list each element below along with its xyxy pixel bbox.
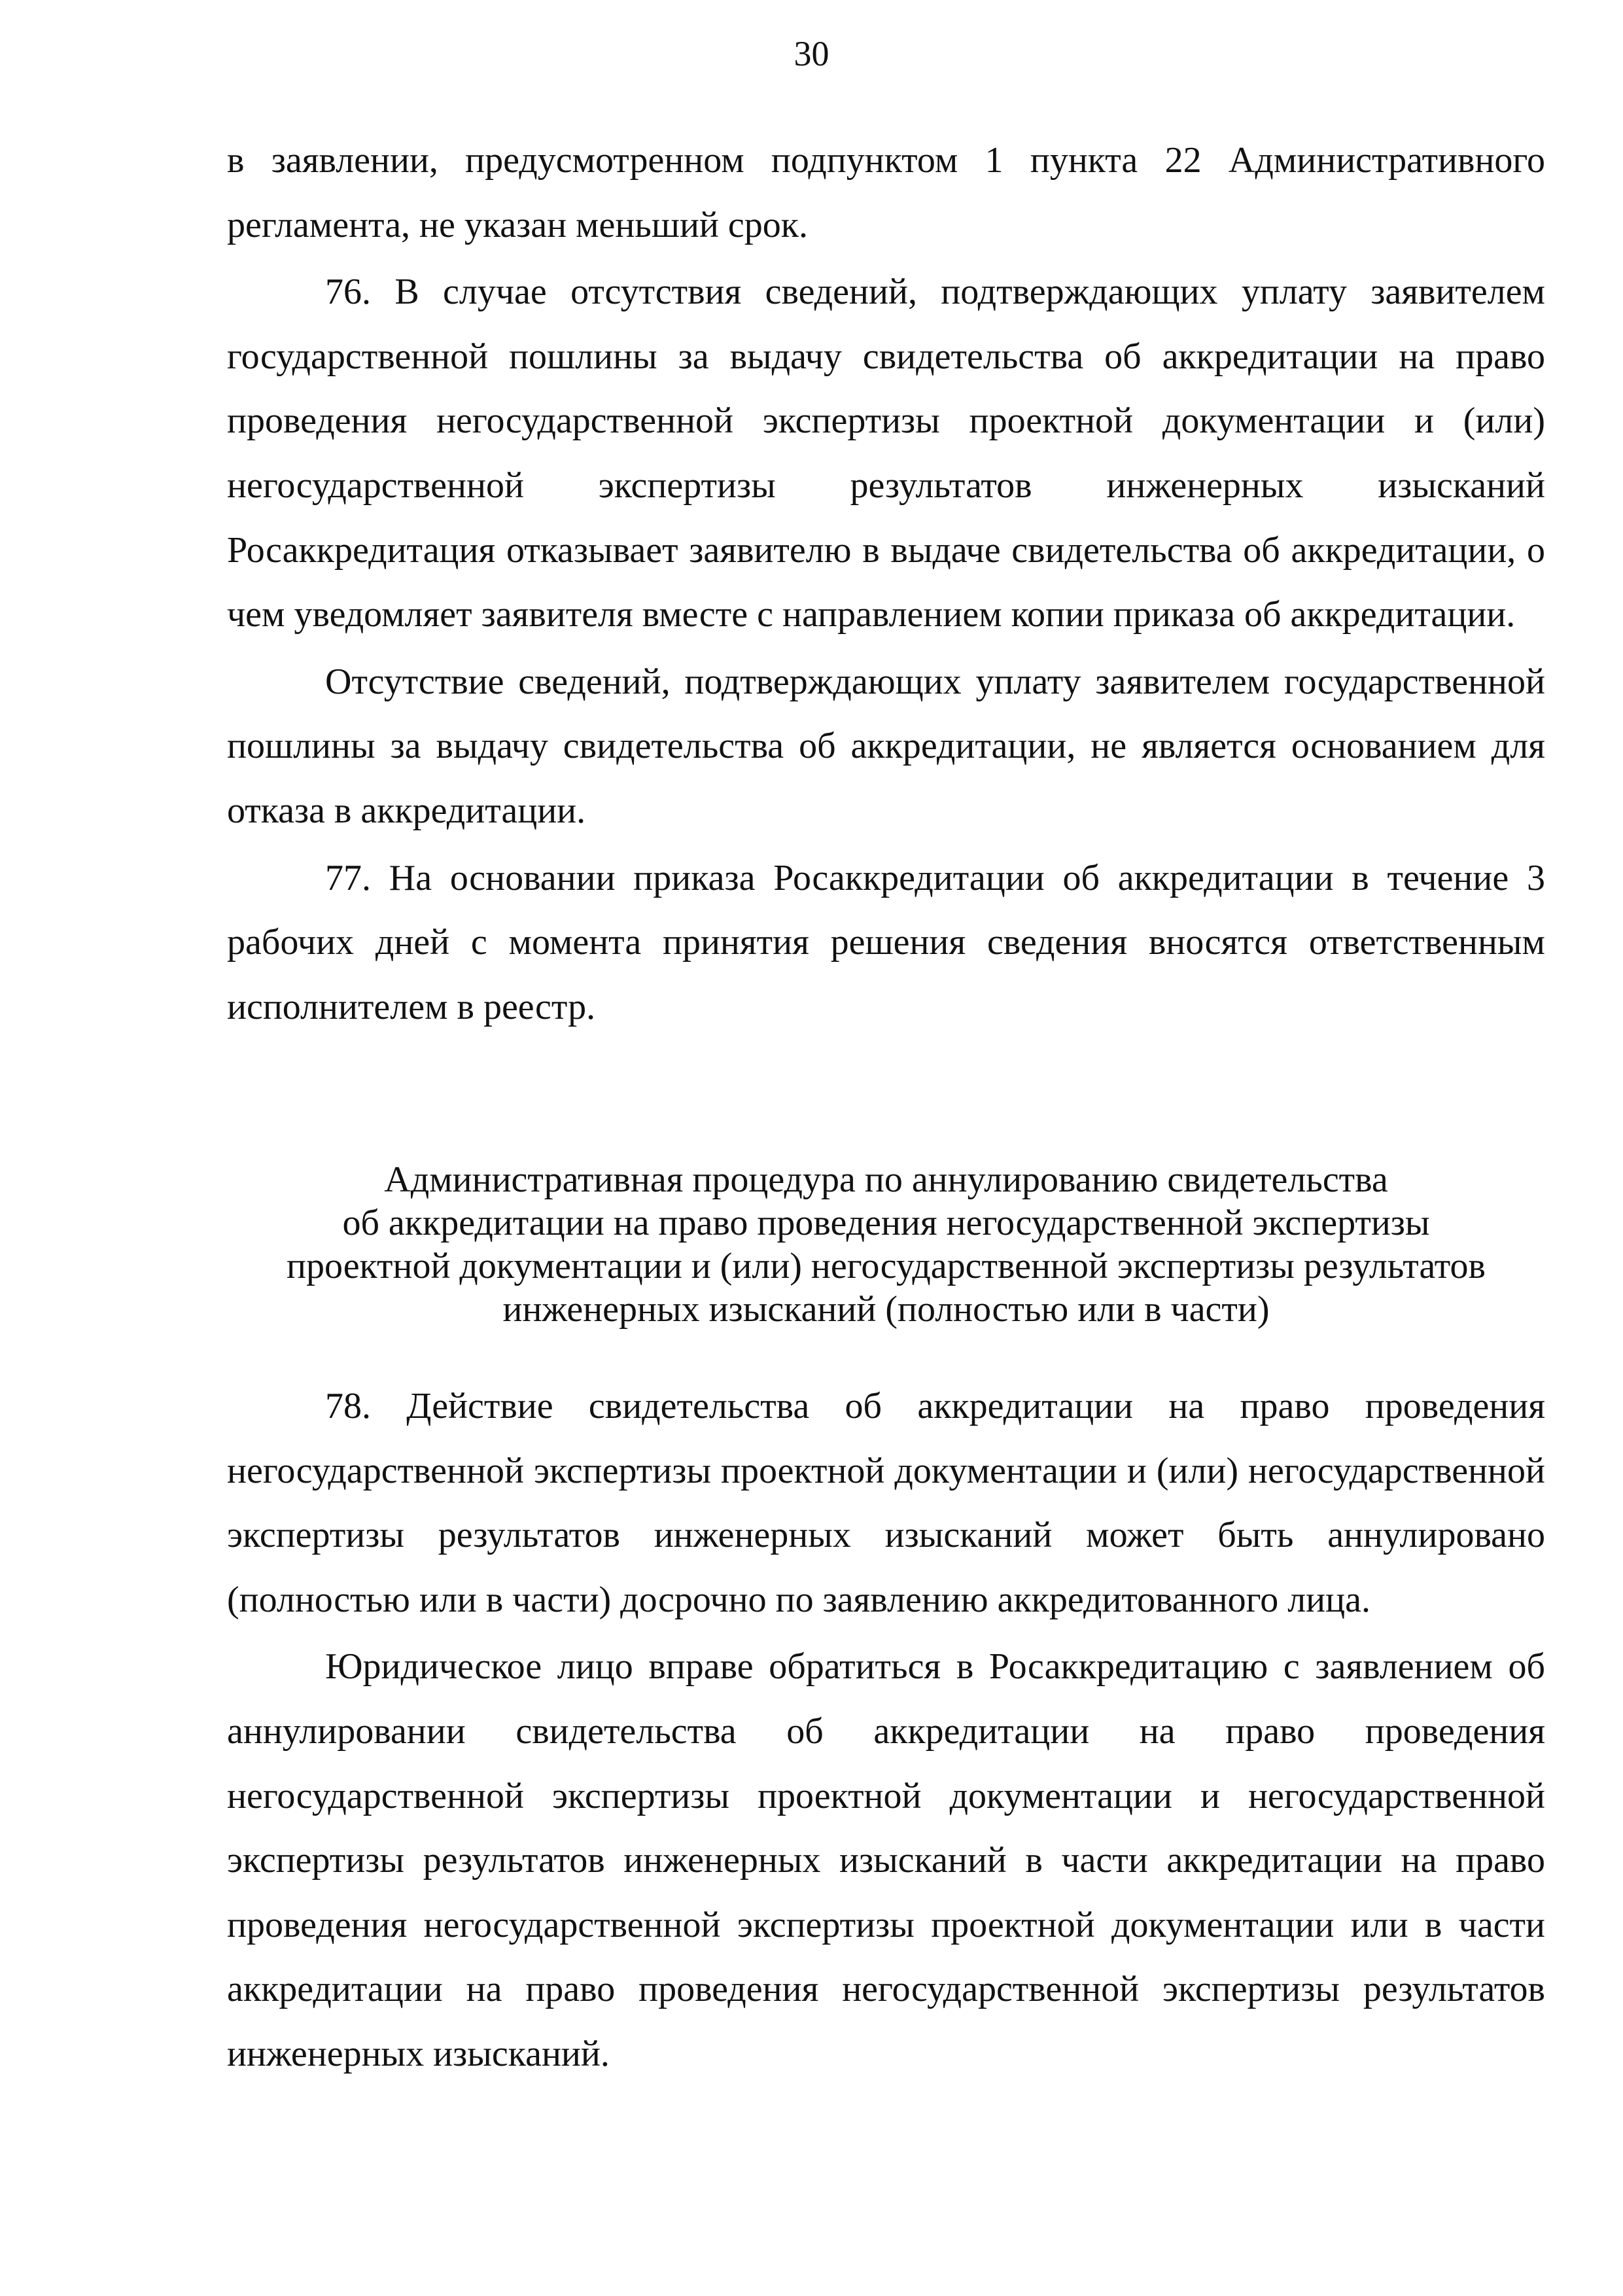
paragraph-78-legal-entity: Юридическое лицо вправе обратиться в Росаккредитацию с заявлением об аннулировании свидетельства об аккредитации на право проведения негосударственной экспертизы проектной документации и негосударственной экспертизы результатов инженерных изысканий в части аккредитации на право проведения негосударственной экспертизы проектной документации или в части аккредитации на право проведения негосударственной экспертизы результатов инженерных изысканий. bbox=[227, 1646, 1545, 2074]
paragraph-77: 77. На основании приказа Росаккредитации об аккредитации в течение 3 рабочих дней с момента принятия решения сведения вносятся ответственным исполнителем в реестр. bbox=[227, 857, 1545, 1027]
section-heading-line: об аккредитации на право проведения негосударственной экспертизы bbox=[342, 1203, 1430, 1243]
page-number: 30 bbox=[794, 34, 829, 73]
paragraph-76: 76. В случае отсутствия сведений, подтверждающих уплату заявителем государственной пошлины за выдачу свидетельства об аккредитации на право проведения негосударственной экспертизы проектной документации и (или) негосударственной экспертизы результатов инженерных изысканий Росаккредитация отказывает заявителю в выдаче свидетельства об аккредитации, о чем уведомляет заявителя вместе с направлением копии приказа об аккредитации. bbox=[227, 272, 1545, 635]
body-text-top bbox=[227, 128, 1545, 1039]
paragraph-continuation: в заявлении, предусмотренном подпунктом 1 пункта 22 Административного регламента, не указан меньший срок. bbox=[227, 140, 1545, 245]
paragraph-76-note: Отсутствие сведений, подтверждающих уплату заявителем государственной пошлины за выдачу свидетельства об аккредитации, не является основанием для отказа в аккредитации. bbox=[227, 661, 1545, 831]
section-heading bbox=[227, 1158, 1545, 1331]
section-heading-line: инженерных изысканий (полностью или в части) bbox=[502, 1289, 1270, 1330]
section-heading-line: проектной документации и (или) негосударственной экспертизы результатов bbox=[287, 1246, 1486, 1286]
section-heading-line: Административная процедура по аннулированию свидетельства bbox=[384, 1159, 1388, 1200]
body-text-bottom bbox=[227, 1374, 1545, 2087]
paragraph-78: 78. Действие свидетельства об аккредитации на право проведения негосударственной экспертизы проектной документации и (или) негосударственной экспертизы результатов инженерных изысканий может быть аннулировано (полностью или в части) досрочно по заявлению аккредитованного лица. bbox=[227, 1386, 1545, 1620]
